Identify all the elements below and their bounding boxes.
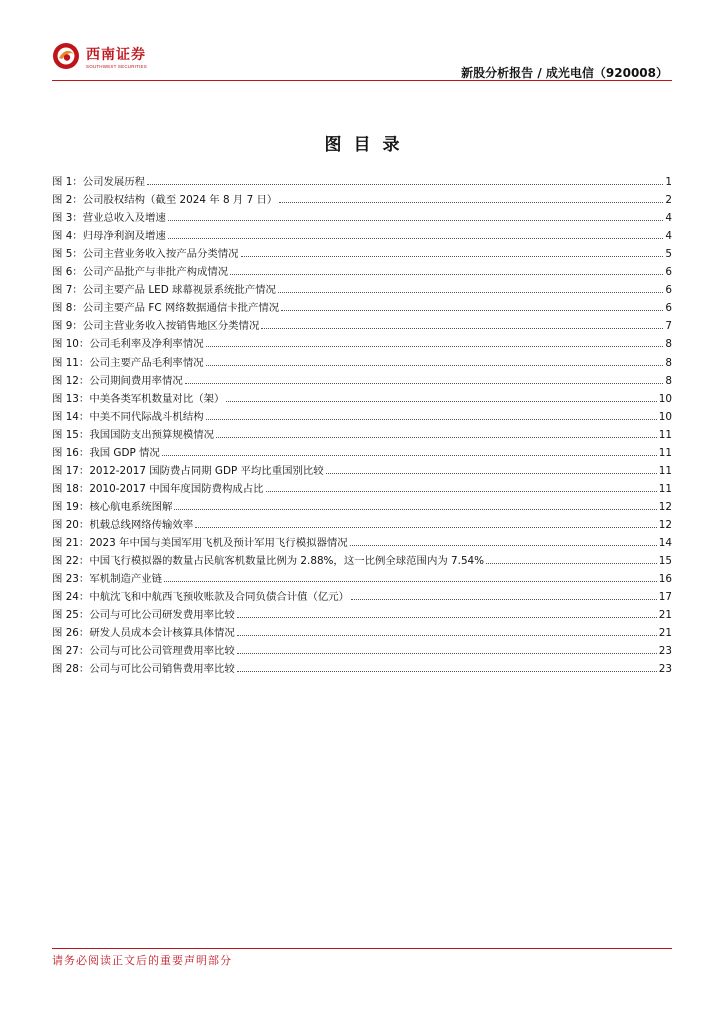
toc-entry[interactable] xyxy=(52,350,672,368)
toc-entry[interactable] xyxy=(52,314,672,332)
toc-dot-leader xyxy=(237,635,657,636)
toc-figure-label: 图 1： xyxy=(52,176,83,189)
toc-page-number: 16 xyxy=(658,573,672,586)
toc-entry[interactable] xyxy=(52,242,672,260)
toc-figure-label: 图 14： xyxy=(52,410,90,423)
toc-dot-leader xyxy=(237,617,657,618)
toc-figure-label: 图 19： xyxy=(52,500,90,513)
toc-figure-title: 中美各类军机数量对比（架） xyxy=(89,392,225,405)
toc-figure-label: 图 8： xyxy=(52,302,83,315)
toc-dot-leader xyxy=(278,292,663,293)
toc-figure-label: 图 24： xyxy=(52,591,90,604)
figure-toc-list xyxy=(52,170,672,675)
toc-dot-leader xyxy=(168,220,664,221)
toc-entry[interactable] xyxy=(52,260,672,278)
toc-entry[interactable] xyxy=(52,206,672,224)
toc-figure-title: 营业总收入及增速 xyxy=(82,212,166,225)
toc-page-number: 8 xyxy=(665,374,672,387)
toc-figure-title: 中国飞行模拟器的数量占民航客机数量比例为 2.88%，这一比例全球范围内为 7.54% xyxy=(89,555,485,568)
toc-figure-title: 2012-2017 国防费占同期 GDP 平均比重国别比较 xyxy=(89,464,324,477)
toc-page-number: 12 xyxy=(658,518,672,531)
toc-page-number: 14 xyxy=(658,536,672,549)
toc-page-number: 6 xyxy=(665,284,672,297)
toc-figure-label: 图 11： xyxy=(52,356,90,369)
toc-dot-leader xyxy=(326,473,657,474)
toc-figure-title: 中航沈飞和中航西飞预收账款及合同负债合计值（亿元） xyxy=(89,591,350,604)
toc-dot-leader xyxy=(206,419,657,420)
toc-dot-leader xyxy=(216,437,657,438)
toc-page-number: 5 xyxy=(665,248,672,261)
toc-figure-label: 图 4： xyxy=(52,230,83,243)
toc-figure-title: 2010-2017 中国年度国防费构成占比 xyxy=(89,482,264,495)
toc-page-number: 8 xyxy=(665,356,672,369)
logo-mark-icon xyxy=(52,42,80,70)
toc-page-number: 1 xyxy=(665,176,672,189)
toc-entry[interactable] xyxy=(52,459,672,477)
toc-figure-label: 图 15： xyxy=(52,428,90,441)
report-tag: 新股分析报告 / 成光电信（920008） xyxy=(461,66,668,80)
toc-page-number: 7 xyxy=(665,320,672,333)
toc-figure-title: 公司主营业务收入按销售地区分类情况 xyxy=(82,320,260,333)
toc-figure-label: 图 12： xyxy=(52,374,90,387)
toc-figure-label: 图 5： xyxy=(52,248,83,261)
toc-figure-title: 中美不同代际战斗机结构 xyxy=(89,410,204,423)
toc-dot-leader xyxy=(279,202,663,203)
toc-dot-leader xyxy=(241,256,664,257)
toc-figure-label: 图 13： xyxy=(52,392,90,405)
toc-entry[interactable] xyxy=(52,441,672,459)
toc-dot-leader xyxy=(486,563,657,564)
toc-dot-leader xyxy=(147,184,663,185)
toc-page-number: 21 xyxy=(658,609,672,622)
toc-dot-leader xyxy=(195,527,657,528)
toc-figure-label: 图 6： xyxy=(52,266,83,279)
toc-entry[interactable] xyxy=(52,405,672,423)
toc-dot-leader xyxy=(174,509,656,510)
toc-figure-label: 图 3： xyxy=(52,212,83,225)
toc-figure-title: 我国国防支出预算规模情况 xyxy=(89,428,214,441)
logo-chinese-name: 西南证券 xyxy=(86,47,146,63)
toc-figure-title: 研发人员成本会计核算具体情况 xyxy=(89,627,235,640)
toc-figure-label: 图 22： xyxy=(52,555,90,568)
toc-figure-title: 2023 年中国与美国军用飞机及预计军用飞行模拟器情况 xyxy=(89,536,348,549)
page-header xyxy=(52,40,672,82)
toc-dot-leader xyxy=(281,310,663,311)
toc-figure-label: 图 10： xyxy=(52,338,90,351)
toc-dot-leader xyxy=(237,671,657,672)
toc-page-number: 6 xyxy=(665,266,672,279)
logo-english-name: SOUTHWEST SECURITIES xyxy=(86,64,147,69)
toc-page-number: 12 xyxy=(658,500,672,513)
toc-page-number: 23 xyxy=(658,645,672,658)
toc-figure-label: 图 9： xyxy=(52,320,83,333)
toc-page-number: 15 xyxy=(658,555,672,568)
footer-disclaimer: 请务必阅读正文后的重要声明部分 xyxy=(52,954,232,967)
toc-page-number: 4 xyxy=(665,212,672,225)
toc-page-number: 11 xyxy=(658,428,672,441)
toc-entry[interactable] xyxy=(52,657,672,675)
toc-figure-label: 图 16： xyxy=(52,446,90,459)
toc-page-number: 6 xyxy=(665,302,672,315)
toc-entry[interactable] xyxy=(52,585,672,603)
toc-dot-leader xyxy=(350,545,657,546)
toc-entry[interactable] xyxy=(52,387,672,405)
toc-dot-leader xyxy=(206,346,664,347)
toc-figure-label: 图 26： xyxy=(52,627,90,640)
toc-figure-title: 公司发展历程 xyxy=(82,176,146,189)
toc-figure-label: 图 21： xyxy=(52,536,90,549)
toc-figure-title: 公司与可比公司研发费用率比较 xyxy=(89,609,235,622)
toc-figure-label: 图 28： xyxy=(52,663,90,676)
toc-entry[interactable] xyxy=(52,224,672,242)
toc-entry[interactable] xyxy=(52,423,672,441)
toc-entry[interactable] xyxy=(52,278,672,296)
toc-entry[interactable] xyxy=(52,531,672,549)
toc-entry[interactable] xyxy=(52,549,672,567)
toc-figure-label: 图 7： xyxy=(52,284,83,297)
toc-page-number: 23 xyxy=(658,663,672,676)
toc-dot-leader xyxy=(206,365,664,366)
header-divider xyxy=(52,80,672,81)
toc-figure-label: 图 27： xyxy=(52,645,90,658)
toc-dot-leader xyxy=(226,401,656,402)
toc-dot-leader xyxy=(185,383,664,384)
toc-entry[interactable] xyxy=(52,332,672,350)
toc-figure-title: 公司毛利率及净利率情况 xyxy=(89,338,204,351)
toc-entry[interactable] xyxy=(52,603,672,621)
toc-page-number: 11 xyxy=(658,446,672,459)
toc-page-number: 4 xyxy=(665,230,672,243)
toc-dot-leader xyxy=(261,328,663,329)
toc-entry[interactable] xyxy=(52,296,672,314)
toc-entry[interactable] xyxy=(52,188,672,206)
toc-dot-leader xyxy=(237,653,657,654)
toc-page-number: 21 xyxy=(658,627,672,640)
toc-figure-label: 图 20： xyxy=(52,518,90,531)
toc-figure-title: 公司主要产品 FC 网络数据通信卡批产情况 xyxy=(82,302,280,315)
toc-figure-title: 公司股权结构（截至 2024 年 8 月 7 日） xyxy=(82,194,278,207)
toc-entry[interactable] xyxy=(52,477,672,495)
toc-figure-label: 图 18： xyxy=(52,482,90,495)
toc-page-number: 10 xyxy=(658,392,672,405)
toc-entry[interactable] xyxy=(52,369,672,387)
toc-figure-label: 图 2： xyxy=(52,194,83,207)
toc-entry[interactable] xyxy=(52,567,672,585)
toc-entry[interactable] xyxy=(52,639,672,657)
page-title: 图目录 xyxy=(324,135,412,155)
toc-figure-title: 公司期间费用率情况 xyxy=(89,374,183,387)
toc-figure-title: 我国 GDP 情况 xyxy=(89,446,160,459)
footer-divider xyxy=(52,948,672,949)
toc-dot-leader xyxy=(162,455,657,456)
toc-figure-title: 公司产品批产与非批产构成情况 xyxy=(82,266,229,279)
toc-entry[interactable] xyxy=(52,170,672,188)
toc-figure-title: 公司与可比公司销售费用率比较 xyxy=(89,663,235,676)
toc-dot-leader xyxy=(266,491,657,492)
toc-figure-title: 公司主要产品 LED 球幕视景系统批产情况 xyxy=(82,284,276,297)
toc-figure-title: 公司主要产品毛利率情况 xyxy=(89,356,204,369)
toc-figure-title: 公司与可比公司管理费用率比较 xyxy=(89,645,235,658)
company-logo xyxy=(52,40,162,76)
toc-entry[interactable] xyxy=(52,513,672,531)
toc-page-number: 11 xyxy=(658,482,672,495)
toc-figure-title: 机载总线网络传输效率 xyxy=(89,518,194,531)
toc-figure-title: 军机制造产业链 xyxy=(89,573,163,586)
toc-figure-title: 归母净利润及增速 xyxy=(82,230,166,243)
toc-figure-label: 图 23： xyxy=(52,573,90,586)
toc-page-number: 2 xyxy=(665,194,672,207)
toc-figure-title: 公司主营业务收入按产品分类情况 xyxy=(82,248,239,261)
toc-page-number: 10 xyxy=(658,410,672,423)
toc-figure-label: 图 17： xyxy=(52,464,90,477)
toc-dot-leader xyxy=(164,581,657,582)
toc-dot-leader xyxy=(230,274,663,275)
toc-page-number: 8 xyxy=(665,338,672,351)
toc-figure-title: 核心航电系统图解 xyxy=(89,500,173,513)
toc-page-number: 17 xyxy=(658,591,672,604)
toc-page-number: 11 xyxy=(658,464,672,477)
toc-figure-label: 图 25： xyxy=(52,609,90,622)
toc-dot-leader xyxy=(351,599,657,600)
toc-dot-leader xyxy=(168,238,664,239)
toc-entry[interactable] xyxy=(52,621,672,639)
toc-entry[interactable] xyxy=(52,495,672,513)
